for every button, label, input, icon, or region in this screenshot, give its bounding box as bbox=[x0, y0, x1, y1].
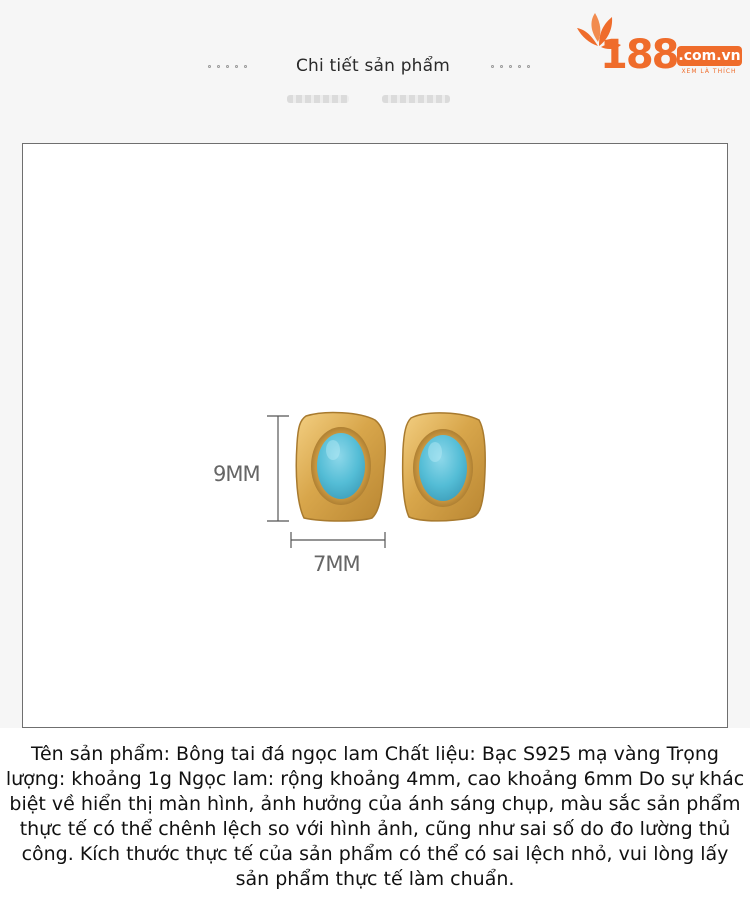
product-description: Tên sản phẩm: Bông tai đá ngọc lam Chất liệu: Bạc S925 mạ vàng Trọng lượng: khoảng 1g Ngọc lam: rộng khoảng 4mm, cao khoảng 6mm Do sự khác biệt về hiển thị màn hình, ảnh hưởng của ánh sáng chụp, màu sắc sản phẩm thực tế có thể chênh lệch so với hình ảnh, cũng như sai số do đo lường thủ công. Kích thước thực tế của sản phẩm có thể có sai lệch nhỏ, vui lòng lấy sản phẩm thực tế làm chuẩn. bbox=[0, 728, 750, 918]
logo-tagline: XEM LÀ THÍCH bbox=[681, 68, 737, 75]
logo-domain-badge: .com.vn bbox=[678, 48, 741, 64]
dot-icon bbox=[509, 65, 512, 68]
brand-logo[interactable] bbox=[574, 12, 744, 82]
product-image bbox=[22, 143, 728, 728]
earring-left bbox=[296, 413, 385, 521]
dot-icon bbox=[518, 65, 521, 68]
logo-number: 188 bbox=[600, 32, 678, 78]
earring-illustration bbox=[23, 144, 727, 727]
faded-subtitle-right bbox=[382, 95, 450, 103]
dot-icon bbox=[244, 65, 247, 68]
height-dimension-line bbox=[267, 416, 289, 521]
dot-icon bbox=[208, 65, 211, 68]
earring-right bbox=[403, 413, 485, 521]
dot-icon bbox=[226, 65, 229, 68]
dot-icon bbox=[500, 65, 503, 68]
faded-subtitle-left bbox=[287, 95, 349, 103]
decorative-dots-right bbox=[491, 62, 530, 70]
section-title: Chi tiết sản phẩm bbox=[295, 56, 451, 76]
header-section bbox=[0, 0, 750, 142]
dot-icon bbox=[527, 65, 530, 68]
dot-icon bbox=[491, 65, 494, 68]
width-label: 7MM bbox=[313, 552, 360, 576]
height-label: 9MM bbox=[213, 462, 260, 486]
width-dimension-line bbox=[291, 532, 385, 548]
dot-icon bbox=[235, 65, 238, 68]
decorative-dots-left bbox=[208, 62, 247, 70]
dot-icon bbox=[217, 65, 220, 68]
